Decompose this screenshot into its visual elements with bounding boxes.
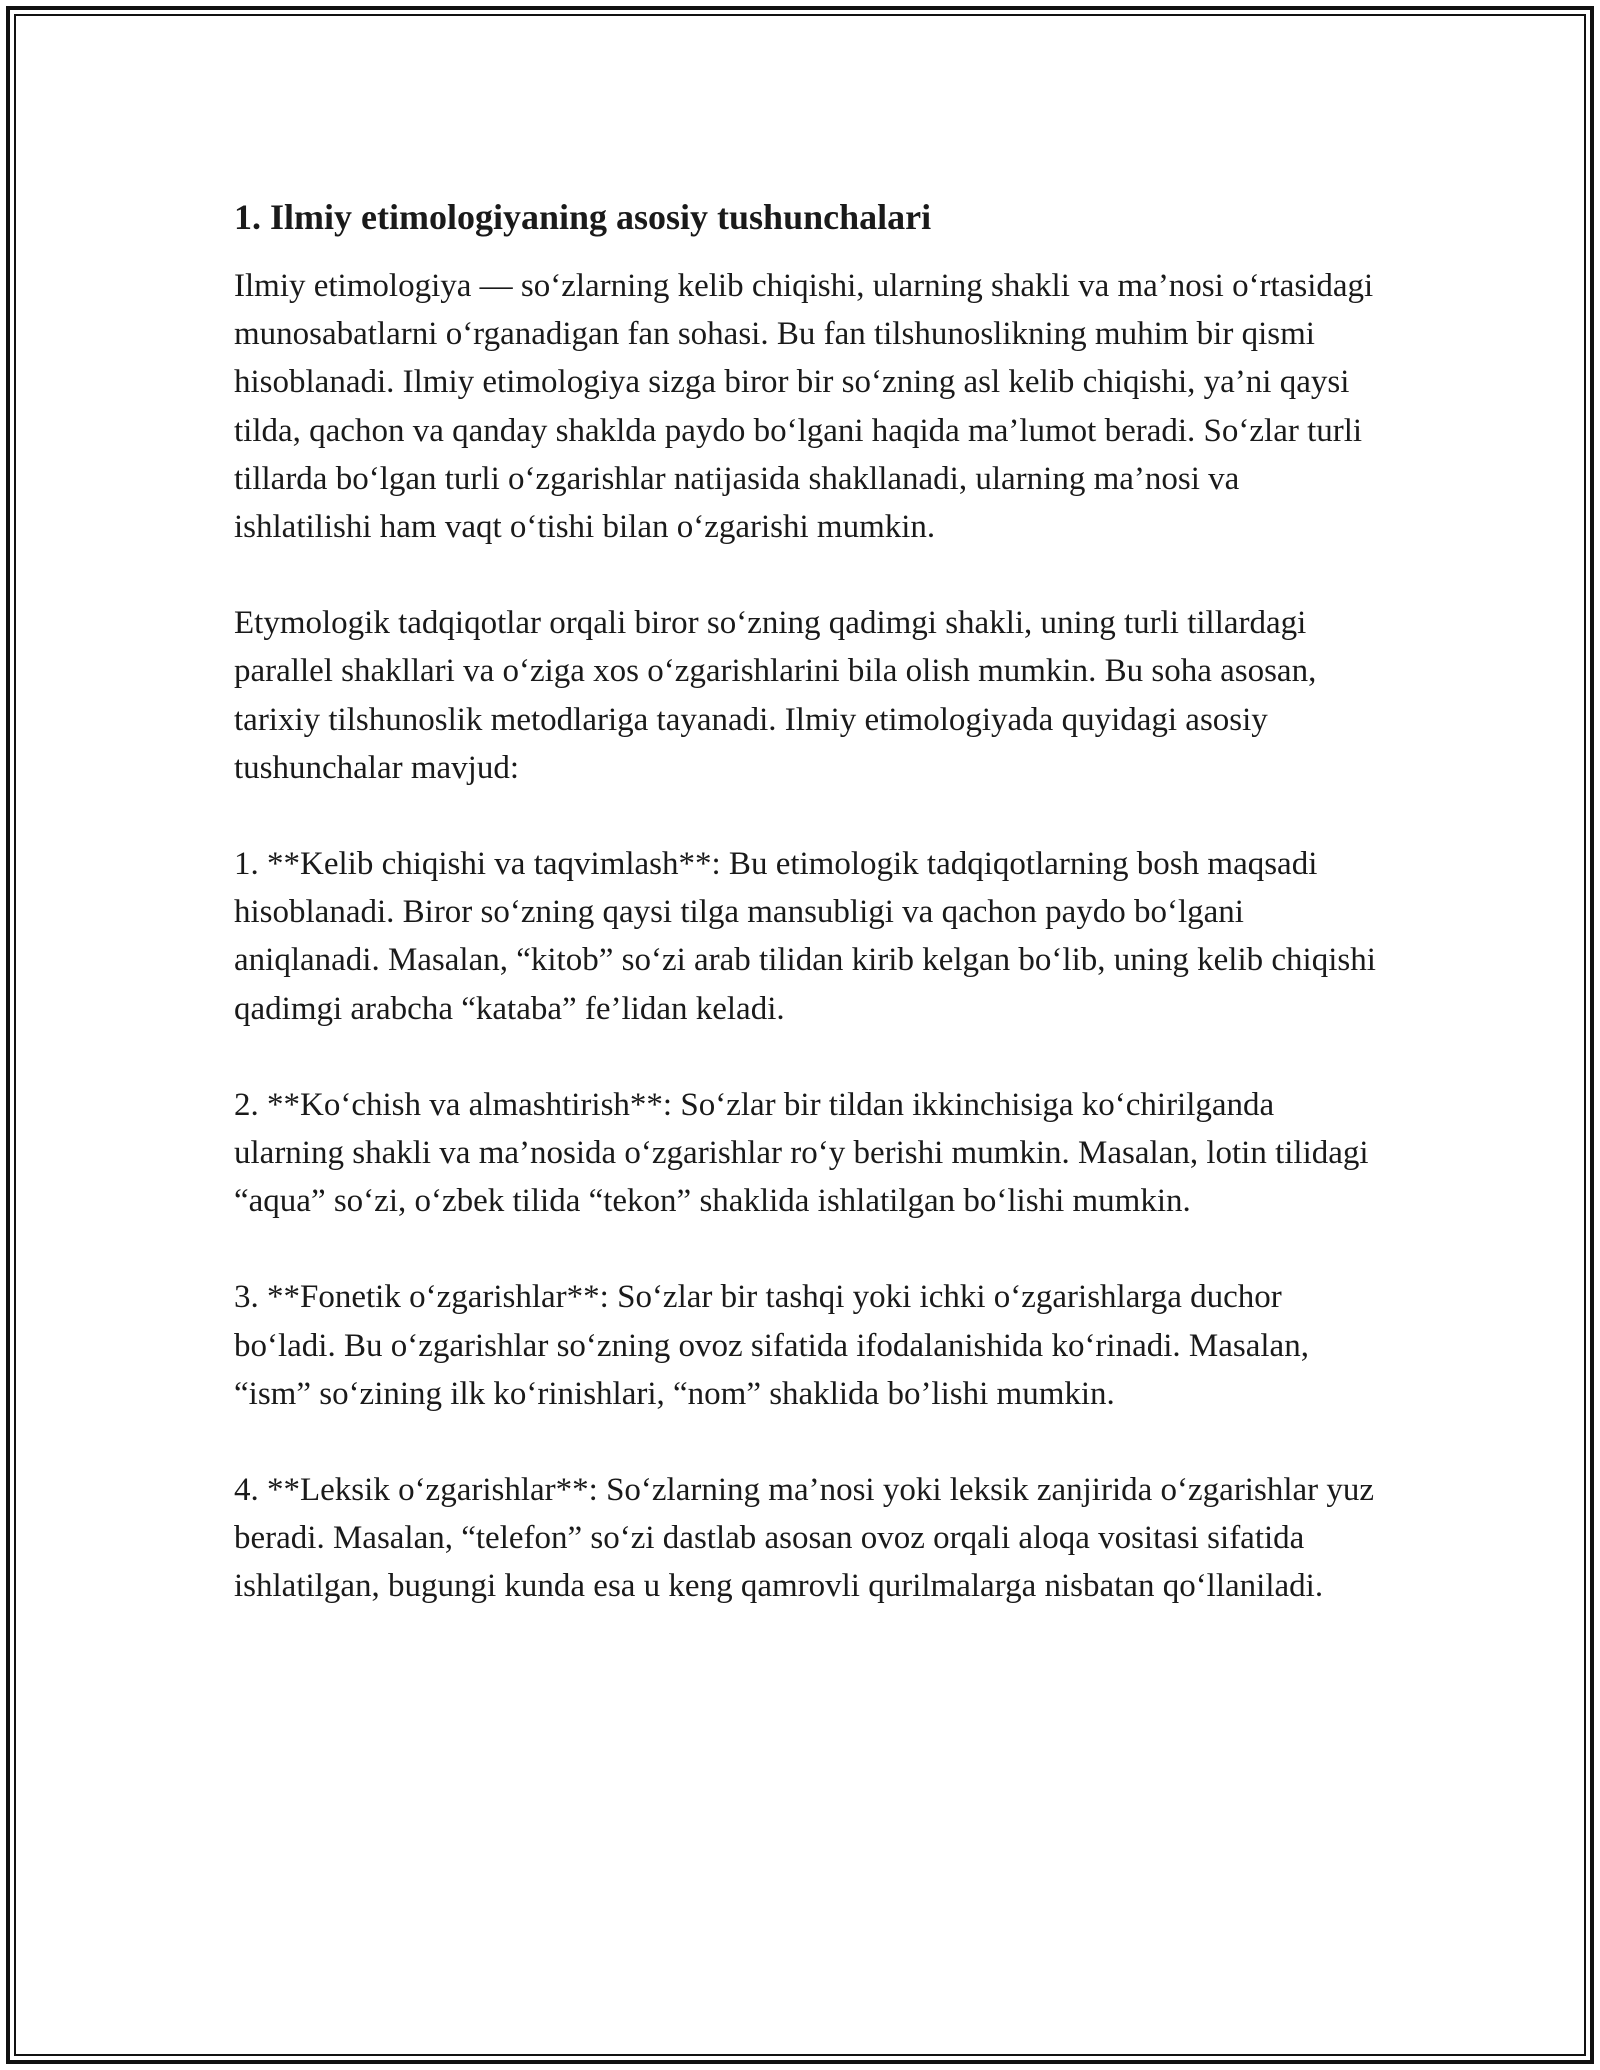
- list-item-lexical-changes: 4. **Leksik o‘zgarishlar**: So‘zlarning ma’nosi yoki leksik zanjirida o‘zgarishlar yuz beradi. Masalan, “telefon” so‘zi dastlab asosan ovoz orqali aloqa vositasi sifatida ishlatilgan, bugungi kunda esa u keng qamrovli qurilmalarga nisbatan qo‘llaniladi.: [234, 1472, 1375, 1605]
- list-item-origin: 1. **Kelib chiqishi va taqvimlash**: Bu etimologik tadqiqotlarning bosh maqsadi hisoblanadi. Biror so‘zning qaysi tilga mansubligi va qachon paydo bo‘lgani aniqlanadi. Masalan, “kitob” so‘zi arab tilidan kirib kelgan bo‘lib, uning kelib chiqishi qadimgi arabcha “kataba” fe’lidan keladi.: [234, 846, 1376, 1027]
- list-item-borrowing: 2. **Ko‘chish va almashtirish**: So‘zlar bir tildan ikkinchisiga ko‘chirilganda ularning shakli va ma’nosida o‘zgarishlar ro‘y berishi mumkin. Masalan, lotin tilidagi “aqua” so‘zi, o‘zbek tilida “tekon” shaklida ishlatilgan bo‘lishi mumkin.: [234, 1086, 1369, 1220]
- paragraph-intro: Ilmiy etimologiya — so‘zlarning kelib chiqishi, ularning shakli va ma’nosi o‘rtasidagi munosabatlarni o‘rganadigan fan sohasi. Bu fan tilshunoslikning muhim bir qismi hisoblanadi. Ilmiy etimologiya sizga biror bir so‘zning asl kelib chiqishi, ya’ni qaysi tilda, qachon va qanday shaklda paydo bo‘lgani haqida ma’lumot beradi. So‘zlar turli tillarda bo‘lgan turli o‘zgarishlar natijasida shakllanadi, ularning ma’nosi va ishlatilishi ham vaqt o‘tishi bilan o‘zgarishi mumkin.: [234, 268, 1374, 546]
- paragraph-etymological-research: Etymologik tadqiqotlar orqali biror so‘zning qadimgi shakli, uning turli tillardagi parallel shakllari va o‘ziga xos o‘zgarishlarini bila olish mumkin. Bu soha asosan, tarixiy tilshunoslik metodlariga tayanadi. Ilmiy etimologiyada quyidagi asosiy tushunchalar mavjud:: [234, 605, 1317, 786]
- document-body: [234, 190, 1384, 1611]
- list-item-phonetic-changes: 3. **Fonetik o‘zgarishlar**: So‘zlar bir tashqi yoki ichki o‘zgarishlarga duchor bo‘ladi. Bu o‘zgarishlar so‘zning ovoz sifatida ifodalanishida ko‘rinadi. Masalan, “ism” so‘zining ilk ko‘rinishlari, “nom” shaklida bo’lishi mumkin.: [234, 1279, 1309, 1412]
- page-title: 1. Ilmiy etimologiyaning asosiy tushunchalari: [234, 197, 932, 237]
- page-frame: [6, 6, 1594, 2064]
